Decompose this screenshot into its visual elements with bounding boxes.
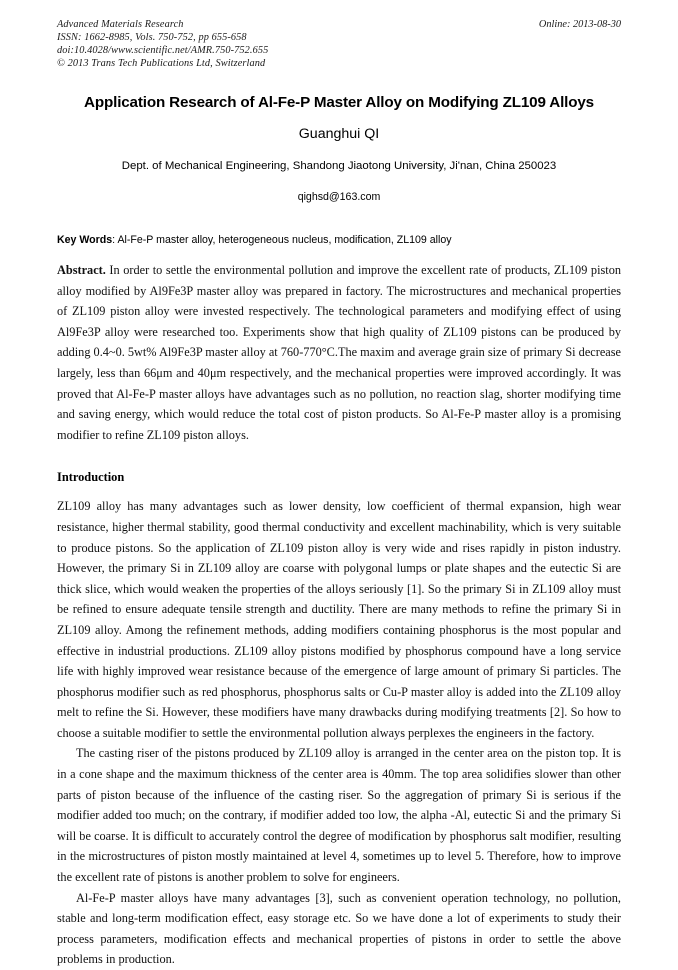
abstract-label: Abstract.: [57, 263, 106, 277]
intro-paragraph-1: ZL109 alloy has many advantages such as lower density, low coefficient of thermal expansion, high wear resistance, higher thermal stability, good thermal conductivity and excellent machinability, which is very suitable to produce pistons. So the application of ZL109 piston alloy is very wide and rises rapidly in piston industry. However, the primary Si in ZL109 alloy are coarse with polygonal lumps or plate shapes and the eutectic Si are thick slice, which would weaken the properties of the alloys seriously [1]. So the primary Si in ZL109 alloy must be refined to ensure adequate tensile strength and ductility. There are many methods to refine the primary Si in ZL109 alloy. Among the refinement methods, adding modifiers containing phosphorus is the most popular and effective in industrial productions. ZL109 alloy pistons modified by phosphorus compound have a long service life with highly improved wear resistance because of the emergence of large amount of primary Si particles. The phosphorus modifier such as red phosphorus, phosphorus salts or Cu-P master alloy is added into the ZL109 alloy melt to refine the Si. However, these modifiers have many drawbacks during modifying treatments [2]. So how to choose a suitable modifier to settle the environmental pollution always perplexes the engineers in the factory.: [57, 499, 621, 740]
section-heading-introduction: Introduction: [57, 470, 125, 485]
journal-header: [57, 18, 621, 74]
intro-paragraph-2: The casting riser of the pistons produced by ZL109 alloy is arranged in the center area on the piston top. It is in a cone shape and the maximum thickness of the center area is 40mm. The top area solidifies slower than other parts of piston because of the influence of the casting riser. So the aggregation of primary Si is serious if the modifier added too much; on the contrary, if modifier added too low, the alpha -Al, eutectic Si and the primary Si will be coarse. It is difficult to accurately control the degree of modification by phosphorus salt modifier, resulting in the microstructures of piston mostly maintained at level 4, sometimes up to level 5. Therefore, how to improve the excellent rate of pistons is another problem to solve for engineers.: [57, 746, 621, 885]
keywords-separator: :: [112, 234, 118, 246]
journal-copyright-line: © 2013 Trans Tech Publications Ltd, Switzerland: [57, 58, 266, 70]
journal-issn-line: ISSN: 1662-8985, Vols. 750-752, pp 655-658: [57, 32, 247, 44]
author-affiliation: Dept. of Mechanical Engineering, Shandong Jiaotong University, Ji'nan, China 250023: [121, 160, 557, 172]
journal-name: Advanced Materials Research: [57, 19, 184, 30]
keywords-label: Key Words: [57, 234, 113, 246]
journal-header-left: [57, 18, 487, 70]
page-title: Application Research of Al-Fe-P Master Alloy on Modifying ZL109 Alloys: [84, 94, 594, 111]
author-name: Guanghui QI: [298, 126, 380, 142]
keywords-value: Al-Fe-P master alloy, heterogeneous nucleus, modification, ZL109 alloy: [117, 234, 452, 246]
abstract-text: In order to settle the environmental pollution and improve the excellent rate of products, ZL109 piston alloy modified by Al9Fe3P master alloy was prepared in factory. The microstructures and mechanical properties of ZL109 piston alloy were invested respectively. The technological parameters and modifying effect of using Al9Fe3P alloy were researched too. Experiments show that high quality of ZL109 pistons can be produced by adding 0.4~0. 5wt% Al9Fe3P master alloy at 760-770°C.The maxim and average grain size of primary Si decrease largely, less than 66μm and 40μm respectively, and the mechanical properties were improved accordingly. It was proved that Al-Fe-P master alloys have advantages such as no pollution, no reaction slag, shorter modifying time and saving energy, which would reduce the total cost of piston products. So Al-Fe-P master alloy is a promising modifier to refine ZL109 piston alloys.: [57, 263, 621, 442]
keywords-line: [57, 233, 621, 248]
abstract-paragraph: [57, 260, 621, 445]
intro-paragraph-3: Al-Fe-P master alloys have many advantages [3], such as convenient operation technology, no pollution, stable and long-term modification effect, easy storage etc. So we have done a lot of experiments to study their process parameters, modification effects and mechanical properties of pistons in order to settle the above problems in production.: [57, 890, 621, 967]
journal-doi-line: doi:10.4028/www.scientific.net/AMR.750-752.655: [57, 45, 269, 57]
author-email: qighsd@163.com: [297, 191, 381, 203]
online-publication-date: Online: 2013-08-30: [538, 19, 621, 30]
